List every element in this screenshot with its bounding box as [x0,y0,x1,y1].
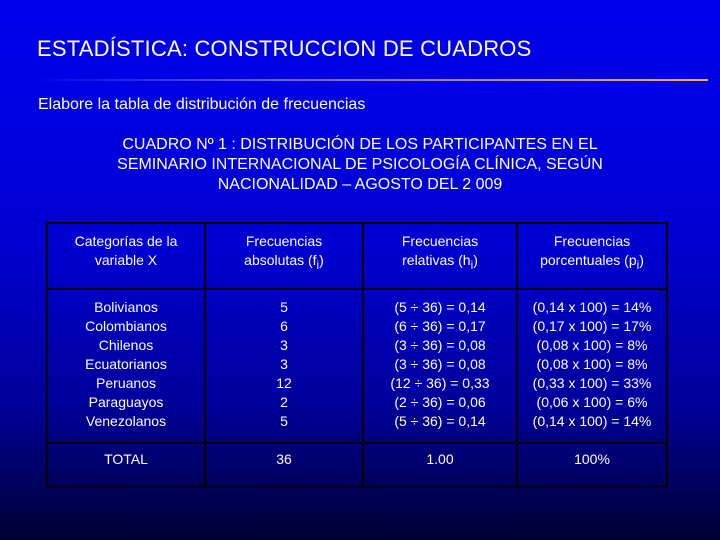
category-value: Paraguayos [88,394,164,410]
header-percent: Frecuencias porcentuales $(p_i)$ [517,223,667,289]
header-relative: Frecuencias relativas $(h_i)$ [363,223,517,289]
percent-value: (0,06 x 100) = 6% [536,394,648,410]
slide-subtitle: Elabore la tabla de distribución de frecuencias [38,96,366,113]
caption-line: NACIONALIDAD – AGOSTO DEL 2 009 [217,176,503,193]
absolute-value: 5 [280,413,288,429]
table-total-row [47,443,667,487]
relative-value: (5 ÷ 36) = 0,14 [394,299,486,315]
caption-line: SEMINARIO INTERNACIONAL DE PSICOLOGÍA CLÍNICA, SEGÚN [117,156,603,173]
frequency-table [46,222,668,488]
percent-value: (0,33 x 100) = 33% [532,375,652,391]
total-label: TOTAL [47,443,205,487]
percent-cell [517,289,667,443]
relative-value: (5 ÷ 36) = 0,14 [394,413,486,429]
total-percent: 100% [517,443,667,487]
categories-cell [47,289,205,443]
slide-title: ESTADÍSTICA: CONSTRUCCION DE CUADROS [37,36,532,61]
absolute-value: 5 [280,299,288,315]
percent-value: (0,08 x 100) = 8% [536,337,648,353]
absolute-value: 3 [280,337,288,353]
relative-value: (3 ÷ 36) = 0,08 [394,356,486,372]
table-row [47,289,667,443]
relative-cell [363,289,517,443]
percent-value: (0,17 x 100) = 17% [532,318,652,334]
percent-value: (0,14 x 100) = 14% [532,413,652,429]
title-divider [36,79,708,81]
absolute-value: 6 [280,318,288,334]
header-absolute: Frecuencias absolutas $(f_i)$ [205,223,363,289]
absolute-value: 12 [276,375,292,391]
category-value: Peruanos [96,375,156,391]
header-categories: Categorías de la variable X [47,223,205,289]
table-caption [60,135,660,195]
absolute-value: 3 [280,356,288,372]
category-value: Bolivianos [94,299,158,315]
absolute-value: 2 [280,394,288,410]
relative-value: (12 ÷ 36) = 0,33 [390,375,490,391]
relative-value: (2 ÷ 36) = 0,06 [394,394,486,410]
category-value: Ecuatorianos [85,356,167,372]
total-relative: 1.00 [363,443,517,487]
table-header-row [47,223,667,289]
relative-value: (6 ÷ 36) = 0,17 [394,318,486,334]
category-value: Chilenos [98,337,154,353]
absolute-cell [205,289,363,443]
percent-value: (0,14 x 100) = 14% [532,299,652,315]
category-value: Venezolanos [85,413,167,429]
category-value: Colombianos [85,318,167,334]
caption-line: CUADRO Nº 1 : DISTRIBUCIÓN DE LOS PARTICIPANTES EN EL [122,136,598,153]
percent-value: (0,08 x 100) = 8% [536,356,648,372]
relative-value: (3 ÷ 36) = 0,08 [394,337,486,353]
total-absolute: 36 [205,443,363,487]
